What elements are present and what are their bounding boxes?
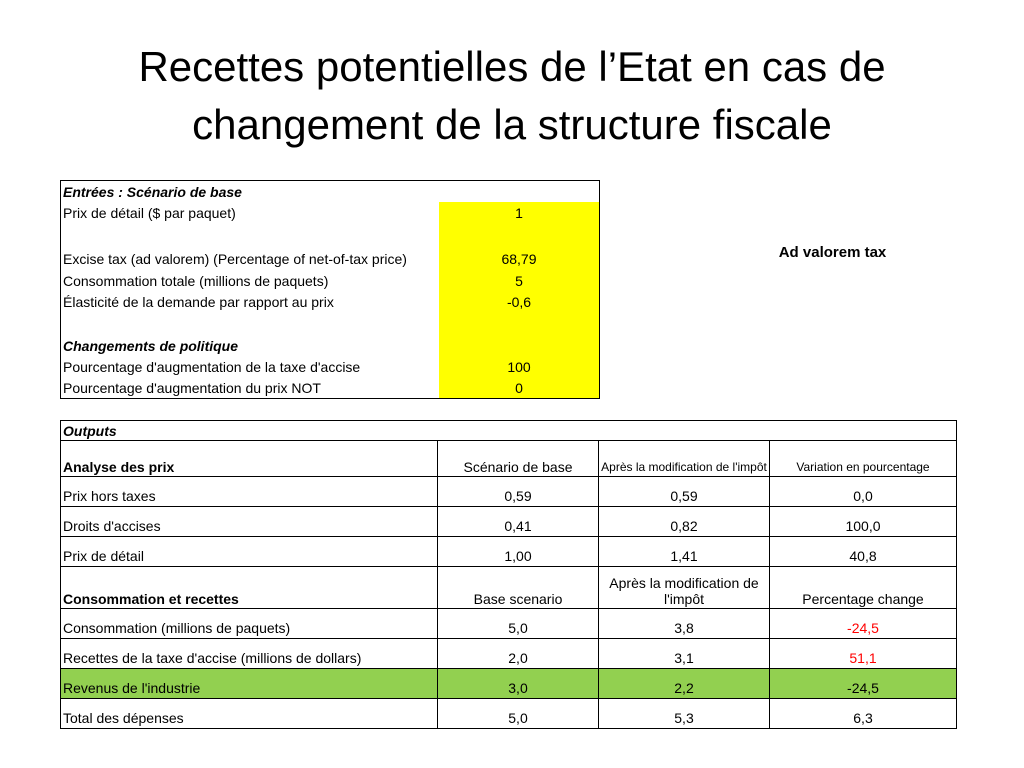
inputs-header: Entrées : Scénario de base — [63, 183, 242, 200]
slide-title-line1: Recettes potentielles de l’Etat en cas de — [138, 43, 886, 90]
input-label-consumption: Consommation totale (millions de paquets) — [63, 272, 329, 289]
price-col-variation: Variation en pourcentage — [770, 441, 957, 477]
input-label-retail-price: Prix de détail ($ par paquet) — [63, 204, 236, 221]
cell-value: 0,41 — [438, 507, 599, 537]
cell-value: -24,5 — [770, 669, 957, 699]
cell-value: 1,41 — [599, 537, 770, 567]
input-value-elasticity[interactable]: -0,6 — [439, 291, 600, 312]
consumption-col-after: Après la modification de l'impôt — [599, 567, 770, 609]
table-row-label: Revenus de l'industrie — [61, 669, 438, 699]
cell-value: -24,5 — [770, 609, 957, 639]
policy-value-excise-increase[interactable]: 100 — [439, 356, 600, 377]
slide-title-line2: changement de la structure fiscale — [192, 101, 832, 148]
slide-title — [0, 38, 1024, 154]
table-row-label: Consommation (millions de paquets) — [61, 609, 438, 639]
cell-value: 0,59 — [599, 477, 770, 507]
table-row-label: Prix hors taxes — [61, 477, 438, 507]
input-value-consumption[interactable]: 5 — [439, 270, 600, 291]
outputs-table — [60, 420, 957, 729]
price-col-after: Après la modification de l'impôt — [599, 441, 770, 477]
input-label-elasticity: Élasticité de la demande par rapport au prix — [63, 293, 334, 310]
cell-value: 6,3 — [770, 699, 957, 729]
policy-value-price-increase[interactable]: 0 — [439, 377, 600, 399]
input-value-excise-tax[interactable]: 68,79 — [439, 223, 600, 270]
cell-value: 2,0 — [438, 639, 599, 669]
cell-value: 100,0 — [770, 507, 957, 537]
table-row-label: Total des dépenses — [61, 699, 438, 729]
industry-revenue-row — [61, 669, 957, 699]
cell-value: 3,1 — [599, 639, 770, 669]
policy-label-price-increase: Pourcentage d'augmentation du prix NOT — [63, 379, 321, 396]
policy-header: Changements de politique — [63, 337, 239, 354]
cell-value: 0,82 — [599, 507, 770, 537]
cell-value: 51,1 — [770, 639, 957, 669]
cell-value: 5,0 — [438, 609, 599, 639]
inputs-table — [60, 180, 600, 399]
cell-value: 40,8 — [770, 537, 957, 567]
input-value-retail-price[interactable]: 1 — [439, 202, 600, 223]
price-col-base: Scénario de base — [438, 441, 599, 477]
cell-value: 3,0 — [438, 669, 599, 699]
cell-value: 5,3 — [599, 699, 770, 729]
consumption-section-label: Consommation et recettes — [61, 567, 438, 609]
input-label-excise-tax: Excise tax (ad valorem) (Percentage of net-of-tax price) — [63, 251, 407, 267]
table-row-label: Prix de détail — [61, 537, 438, 567]
cell-value: 3,8 — [599, 609, 770, 639]
outputs-title: Outputs — [61, 421, 957, 441]
cell-value: 1,00 — [438, 537, 599, 567]
table-row-label: Droits d'accises — [61, 507, 438, 537]
cell-value: 0,0 — [770, 477, 957, 507]
consumption-col-change: Percentage change — [770, 567, 957, 609]
policy-label-excise-increase: Pourcentage d'augmentation de la taxe d'accise — [63, 358, 361, 375]
ad-valorem-label: Ad valorem tax — [778, 244, 887, 261]
cell-value: 0,59 — [438, 477, 599, 507]
cell-value: 2,2 — [599, 669, 770, 699]
consumption-col-base: Base scenario — [438, 567, 599, 609]
cell-value: 5,0 — [438, 699, 599, 729]
price-section-label: Analyse des prix — [61, 441, 438, 477]
table-row-label: Recettes de la taxe d'accise (millions de dollars) — [61, 639, 438, 669]
